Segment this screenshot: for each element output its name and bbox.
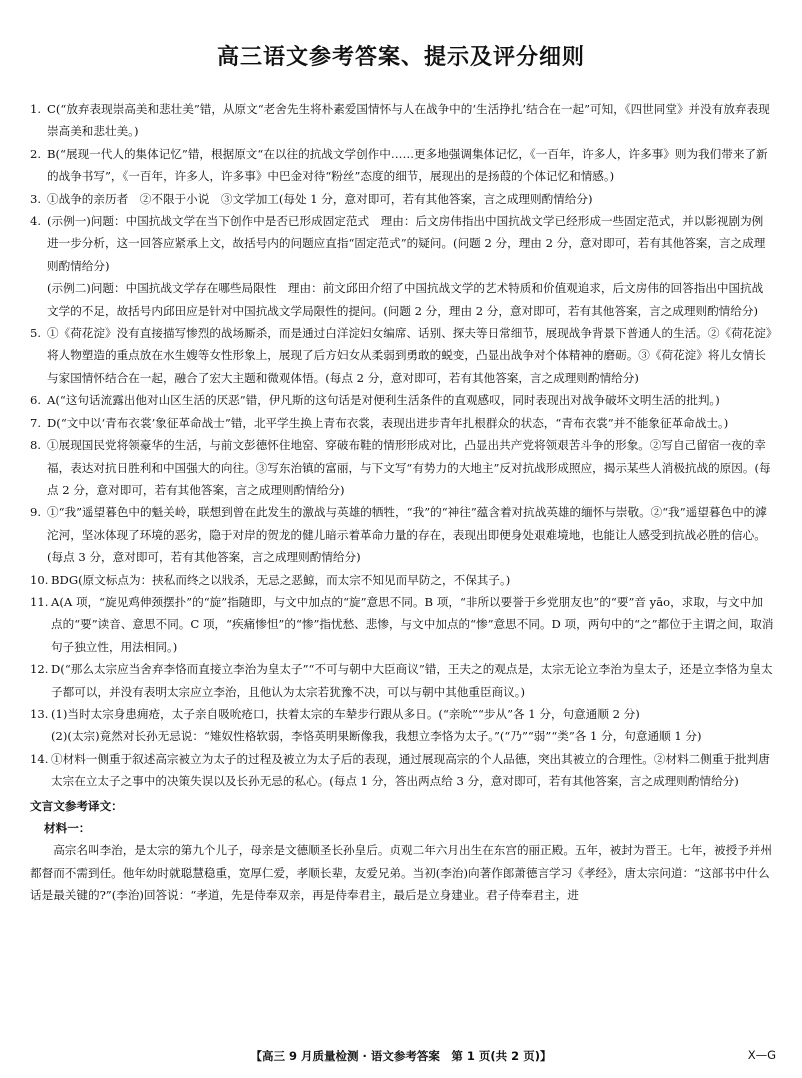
answer-item-continued: [30, 725, 774, 747]
item-number: 10.: [30, 572, 49, 587]
item-number: 11.: [30, 594, 49, 609]
page-title: 高三语文参考答案、提示及评分细则: [216, 45, 585, 70]
item-number: 2.: [30, 146, 42, 161]
answer-item: [30, 434, 774, 501]
item-text: D(“文中以‘青布衣裳’象征革命战士”错，北平学生换上青布衣裳，表现出进步青年扎根群众的状态，“青布衣裳”并不能象征革命战士。): [47, 415, 729, 430]
page-footer: 【高三 9 月质量检测 · 语文参考答案 第 1 页(共 2 页)】: [250, 1049, 552, 1063]
item-text: (2)(太宗)竟然对长孙无忌说：“雉奴性格软弱，李恪英明果断像我，我想立李恪为太子。”(“乃”“弱”“类”各 1 分，句意通顺 1 分): [51, 729, 702, 744]
item-text: ①“我”遥望暮色中的魁关岭，联想到曾在此发生的激战与英雄的牺牲，“我”的“神往”蕴含着对抗战英雄的缅怀与崇敬。②“我”遥望暮色中的滹沱河，坚冰体现了环境的恶劣，隐于对岸的贺龙的健儿暗示着革命力量的存在，表现出即便身处艰难境地，也能让人感受到抗战必胜的信心。(每点 3 分，意对即可，若有其他答案，言之成理则酌情给分): [47, 505, 767, 565]
item-number: 6.: [30, 393, 42, 408]
answer-body: [30, 98, 774, 907]
item-text: B(“展现一代人的集体记忆”错，根据原文“在以往的抗战文学创作中……更多地强调集体记忆，《一百年，许多人，许多事》则为我们带来了新的战争书写”，《一百年，许多人，许多事》中巴金对待“粉丝”态度的细节，展现出的是扬葭的个体记忆和情感。): [47, 146, 768, 184]
material-heading: 材料一：: [44, 821, 91, 835]
item-text: A(A 项，“旋见鸡伸颈摆扑”的“旋”指随即，与文中加点的“旋”意思不同。B 项，“非所以要誉于乡党朋友也”的“要”音 yāo，求取，与文中加点的“要”读音、意思不同。C 项，“疾痛惨怛”的“惨”指忧愁、悲惨，与文中加点的“惨”意思不同。D 项，两句中的“之”都位于主谓之间，取消句子独立性，用法相同。): [51, 594, 774, 654]
answer-item: [30, 143, 774, 188]
item-number: 9.: [30, 505, 42, 520]
answer-item: [30, 412, 774, 434]
answer-item: [30, 748, 774, 793]
answer-item: [30, 188, 774, 210]
item-number: 12.: [30, 662, 49, 677]
item-text: ①展现国民党将领豪华的生活，与前文彭德怀住地窑、穿破布鞋的情形形成对比，凸显出共产党将领艰苦斗争的形象。②写自己留宿一夜的幸福，表达对抗日胜利和中国强大的向往。③写东治镇的富丽，与下文写“有势力的大地主”反对抗战形成照应，揭示某些人消极抗战的原因。(每点 2 分，意对即可，若有其他答案，言之成理则酌情给分): [47, 438, 771, 497]
item-text: (1)当时太宗身患痈疮，太子亲自吸吮疮口，扶着太宗的车辇步行跟从多日。(“亲吮”“步从”各 1 分，句意通顺 2 分): [51, 706, 640, 721]
item-number: 3.: [30, 191, 42, 206]
item-number: 1.: [30, 102, 42, 116]
item-text: BDG(原文标点为：挟私而终之以戕杀，无忌之恶鯨，而太宗不知见而早防之，不保其子。): [51, 572, 511, 587]
answer-item: [30, 210, 774, 277]
item-number: 14.: [30, 751, 49, 766]
item-text: A(“这句话流露出他对山区生活的厌恶”错，伊凡斯的这句话是对便利生活条件的直观感叹，同时表现出对战争破坏文明生活的批判。): [47, 393, 720, 408]
answer-item-continued: [30, 277, 774, 322]
translation-paragraph: 高宗名叫李治，是太宗的第九个儿子，母亲是文德顺圣长孙皇后。贞观二年六月出生在东宫的丽正殿。五年，被封为晋王。七年，被授予并州都督而不需到任。他年幼时就聪慧稳重，宽厚仁爱，孝顺长辈，友爱兄弟。当初(李治)向著作郎萧德言学习《孝经》，唐太宗问道：“这部书中什么话是最关键的?”(李治)回答说：“孝道，先是侍奉双亲，再是侍奉君主，最后是立身建业。君子侍奉君主，进: [30, 843, 773, 903]
item-text: ①战争的亲历者 ②不限于小说 ③文学加工(每处 1 分，意对即可，若有其他答案，言之成理则酌情给分): [47, 191, 593, 206]
item-number: 7.: [30, 415, 42, 430]
item-text: ①《荷花淀》没有直接描写惨烈的战场厮杀，而是通过白洋淀妇女编席、话别、探夫等日常细节，展现战争背景下普通人的生活。②《荷花淀》将人物塑造的重点放在水生嫂等女性形象上，展现了后方妇女从柔弱到勇敢的蜕变，凸显出战争对个体精神的磨砺。③《荷花淀》将儿女情长与家国情怀结合在一起，融合了宏大主题和微观体悟。(每点 2 分，意对即可，若有其他答案，言之成理则酌情给分): [47, 326, 772, 385]
item-number: 4.: [30, 214, 42, 229]
answer-item: [30, 501, 774, 568]
answer-item: [30, 322, 774, 389]
answer-item: [30, 703, 774, 725]
item-number: 8.: [30, 438, 42, 453]
item-text: D(“那么太宗应当舍弃李恪而直接立李治为皇太子”“不可与朝中大臣商议”错，王夫之的观点是，太宗无论立李治为皇太子，还是立李恪为皇太子都可以，并没有表明太宗应立李治，且他认为太宗若犹豫不决，可以与朝中其他重臣商议。): [51, 662, 773, 699]
page-code: X—G: [747, 1048, 776, 1062]
item-number: 13.: [30, 706, 49, 721]
answer-item: [30, 389, 774, 411]
answer-item: [30, 658, 774, 703]
item-number: 5.: [30, 326, 42, 341]
item-text: C(“放弃表现崇高美和悲壮美”错，从原文“老舍先生将朴素爱国情怀与人在战争中的‘生活挣扎’结合在一起”可知，《四世同堂》并没有放弃表现崇高美和悲壮美。): [47, 102, 770, 139]
translation-section-heading: 文言文参考译文：: [30, 798, 123, 813]
item-text: (示例二)问题：中国抗战文学存在哪些局限性 理由：前文邱田介绍了中国抗战文学的艺术特质和价值观追求，后文房伟的回答指出中国抗战文学的不足，故括号内邱田应是针对中国抗战文学局限性的提问。(问题 2 分，理由 2 分，意对即可，若有其他答案，言之成理则酌情给分): [47, 281, 764, 318]
answer-item: [30, 591, 774, 658]
item-text: (示例一)问题：中国抗战文学在当下创作中是否已形成固定范式 理由：后文房伟指出中国抗战文学已经形成一些固定范式，并以影视剧为例进一步分析，这一回答应紧承上文，故括号内的问题应直指“固定范式”的疑问。(问题 2 分，理由 2 分，意对即可，若有其他答案，言之成理则酌情给分): [47, 214, 766, 273]
answer-item: [30, 569, 774, 591]
answer-item: [30, 98, 774, 143]
item-text: ①材料一侧重于叙述高宗被立为太子的过程及被立为太子后的表现，通过展现高宗的个人品德，突出其被立的合理性。②材料二侧重于批判唐太宗在立太子之事中的决策失误以及长孙无忌的私心。(每点 1 分，答出两点给 3 分，意对即可，若有其他答案，言之成理则酌情给分): [51, 751, 770, 789]
